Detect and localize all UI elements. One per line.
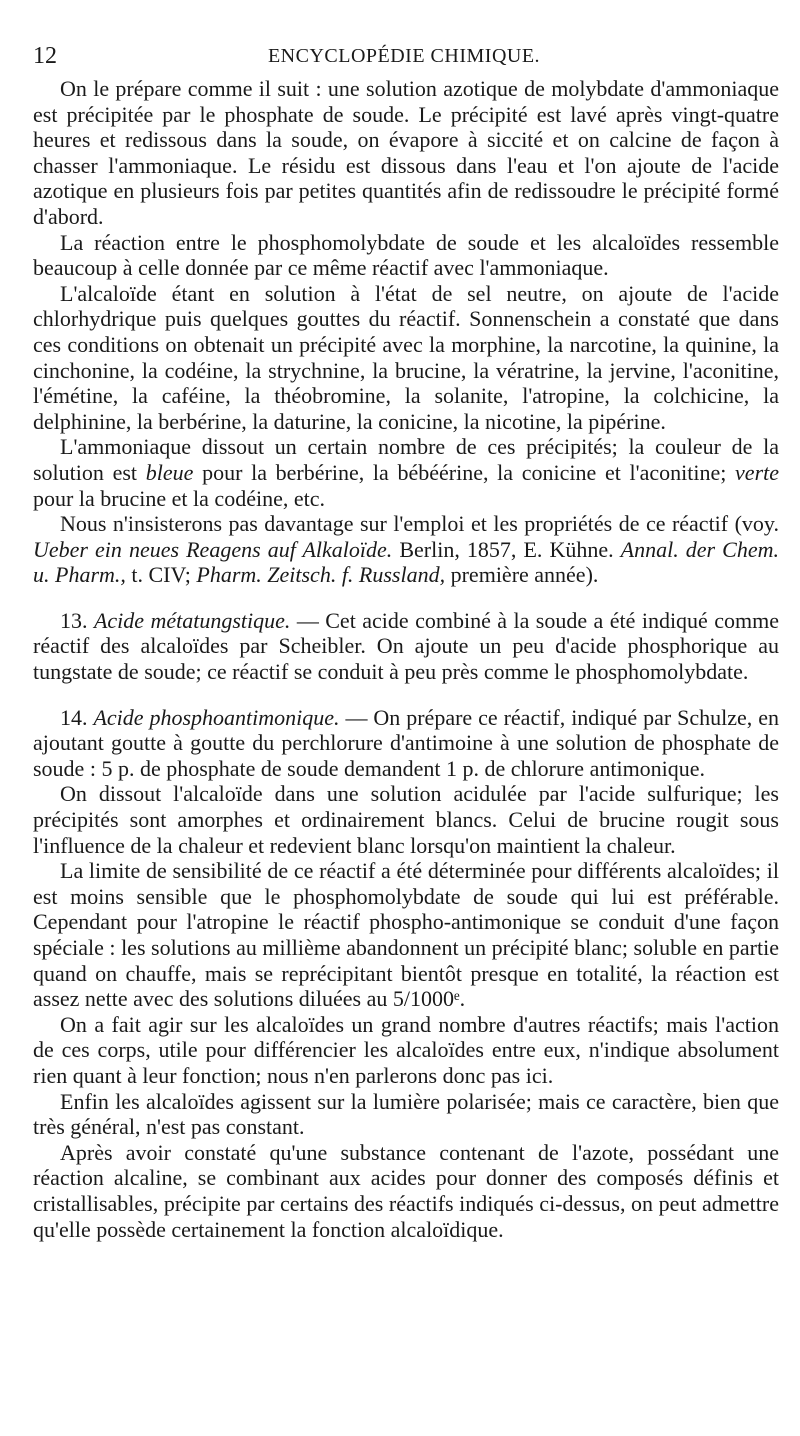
paragraph: Après avoir constaté qu'une substance contenant de l'azote, possédant une réaction alcaline, se combinant aux acides pour donner des composés définis et cristallisables, précipite par certains des réactifs indiqués ci-dessus, on peut admettre qu'elle possède certainement la fonction alcaloïdique. <box>33 1139 779 1242</box>
section-text: — On prépare ce réactif, indiqué par Schulze, en ajoutant goutte à goutte du perchlorure d'antimoine à une solution de phosphate de soude : 5 p. de phosphate de soude demandent 1 p. de chlorure antimonique. <box>33 704 780 781</box>
paragraph: On le prépare comme il suit : une solution azotique de molybdate d'ammoniaque est précipitée par le phosphate de soude. Le précipité est lavé après vingt-quatre heures et redissous dans la soude, on évapore à siccité et on calcine de façon à chasser l'ammoniaque. Le résidu est dissous dans l'eau et l'on ajoute de l'acide azotique en plusieurs fois par petites quantités afin de redissoudre le précipité formé d'abord. <box>33 76 779 229</box>
text-run: L'ammoniaque dissout un certain nombre de ces précipités; la couleur de la solution est <box>33 434 779 485</box>
section-title: Acide métatungstique. <box>93 607 291 633</box>
paragraph: La réaction entre le phosphomolybdate de soude et les alcaloïdes ressemble beaucoup à celle donnée par ce même réactif avec l'ammoniaque. <box>33 229 779 281</box>
italic-term: verte <box>735 459 780 485</box>
text-run: Berlin, 1857, E. Kühne. <box>392 536 621 562</box>
section-number: 14. <box>60 704 88 730</box>
page-body <box>33 76 779 1242</box>
paragraph: L'alcaloïde étant en solution à l'état de sel neutre, on ajoute de l'acide chlorhydrique puis quelques gouttes du réactif. Sonnenschein a constaté que dans ces conditions on obtenait un précipité avec la morphine, la narcotine, la quinine, la cinchonine, la codéine, la strychnine, la brucine, la vératrine, la jervine, l'aconitine, l'émétine, la caféine, la théobromine, la solanite, l'atropine, la colchicine, la delphinine, la berbérine, la daturine, la conicine, la nicotine, la pipérine. <box>33 280 779 434</box>
paragraph: Enfin les alcaloïdes agissent sur la lumière polarisée; mais ce caractère, bien que très général, n'est pas constant. <box>33 1088 779 1140</box>
citation-title: Ueber ein neues Reagens auf Alkaloïde. <box>33 536 393 562</box>
citation-journal: Annal. der Chem. u. Pharm., <box>33 536 779 588</box>
text-run: Nous n'insisterons pas davantage sur l'emploi et les propriétés de ce réactif (voy. <box>60 511 779 537</box>
text-run: première année). <box>445 562 599 588</box>
running-title: ENCYCLOPÉDIE CHIMIQUE. <box>267 45 541 67</box>
section-14 <box>33 705 779 782</box>
paragraph <box>33 511 779 588</box>
text-run: t. CIV; <box>125 562 197 588</box>
section-13 <box>33 608 779 685</box>
section-number: 13. <box>60 607 88 633</box>
citation-journal: Pharm. Zeitsch. f. Russland, <box>196 562 446 588</box>
page-number: 12 <box>33 43 57 69</box>
section-gap <box>33 685 779 705</box>
paragraph: On a fait agir sur les alcaloïdes un grand nombre d'autres réactifs; mais l'action de ces corps, utile pour différencier les alcaloïdes entre eux, n'indique absolument rien quant à leur fonction; nous n'en parlerons donc pas ici. <box>33 1011 779 1088</box>
text-run: pour la brucine et la codéine, etc. <box>33 485 325 511</box>
section-text: — Cet acide combiné à la soude a été indiqué comme réactif des alcaloïdes par Scheibler. On ajoute un peu d'acide phosphorique au tungstate de soude; ce réactif se conduit à peu près comme le phosphomolybdate. <box>33 607 780 685</box>
paragraph <box>33 434 779 511</box>
paragraph: On dissout l'alcaloïde dans une solution acidulée par l'acide sulfurique; les précipités sont amorphes et ordinairement blancs. Celui de brucine rougit sous l'influence de la chaleur et redevient blanc lorsqu'on maintient la chaleur. <box>33 781 779 858</box>
section-gap <box>33 588 779 608</box>
section-title: Acide phosphoantimonique. <box>93 704 340 730</box>
page-header <box>33 43 775 71</box>
paragraph: La limite de sensibilité de ce réactif a été déterminée pour différents alcaloïdes; il est moins sensible que le phosphomolybdate de soude qui lui est préférable. Cependant pour l'atropine le réactif phospho-antimonique se conduit d'une façon spéciale : les solutions au millième abandonnent un précipité blanc; soluble en partie quand on chauffe, mais se reprécipitant bientôt presque en totalité, la réaction est assez nette avec des solutions diluées au 5/1000ᵉ. <box>33 858 779 1012</box>
text-run: pour la berbérine, la bébéérine, la conicine et l'aconitine; <box>193 459 736 485</box>
italic-term: bleue <box>145 459 194 485</box>
